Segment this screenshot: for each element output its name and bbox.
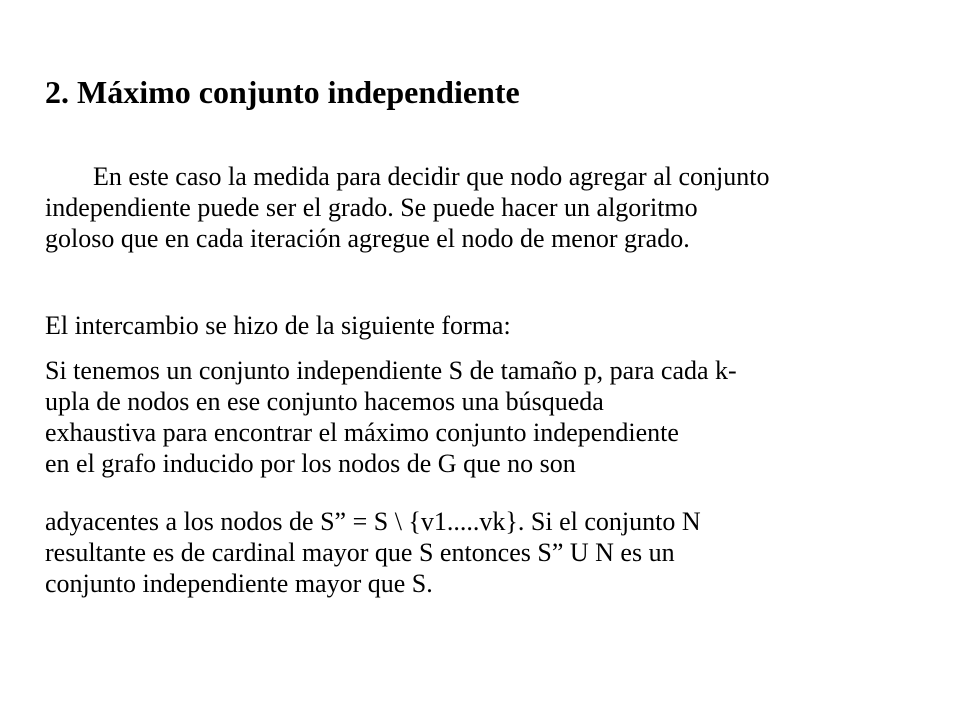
text-line: En este caso la medida para decidir que nodo agregar al conjunto [93, 162, 770, 191]
paragraph-greedy-measure [45, 161, 925, 254]
paragraph [45, 355, 925, 479]
text-line: conjunto independiente mayor que S. [45, 569, 433, 598]
paragraph-exchange-conclusion [45, 506, 925, 599]
text-line: goloso que en cada iteración agregue el nodo de menor grado. [45, 224, 690, 253]
slide-title: 2. Máximo conjunto independiente [45, 74, 520, 110]
text-line: El intercambio se hizo de la siguiente forma: [45, 311, 511, 340]
text-line: exhaustiva para encontrar el máximo conjunto independiente [45, 418, 679, 447]
text-line: en el grafo inducido por los nodos de G que no son [45, 449, 576, 478]
paragraph [45, 161, 925, 254]
text-line: independiente puede ser el grado. Se puede hacer un algoritmo [45, 193, 698, 222]
text-line: Si tenemos un conjunto independiente S de tamaño p, para cada k- [45, 356, 737, 385]
text-line: upla de nodos en ese conjunto hacemos una búsqueda [45, 387, 604, 416]
text-line: adyacentes a los nodos de S” = S \ {v1.....vk}. Si el conjunto N [45, 507, 701, 536]
paragraph-exchange-intro [45, 310, 925, 341]
paragraph-exchange-description [45, 355, 925, 479]
text-line: resultante es de cardinal mayor que S entonces S” U N es un [45, 538, 675, 567]
paragraph [45, 506, 925, 599]
paragraph [45, 310, 925, 341]
